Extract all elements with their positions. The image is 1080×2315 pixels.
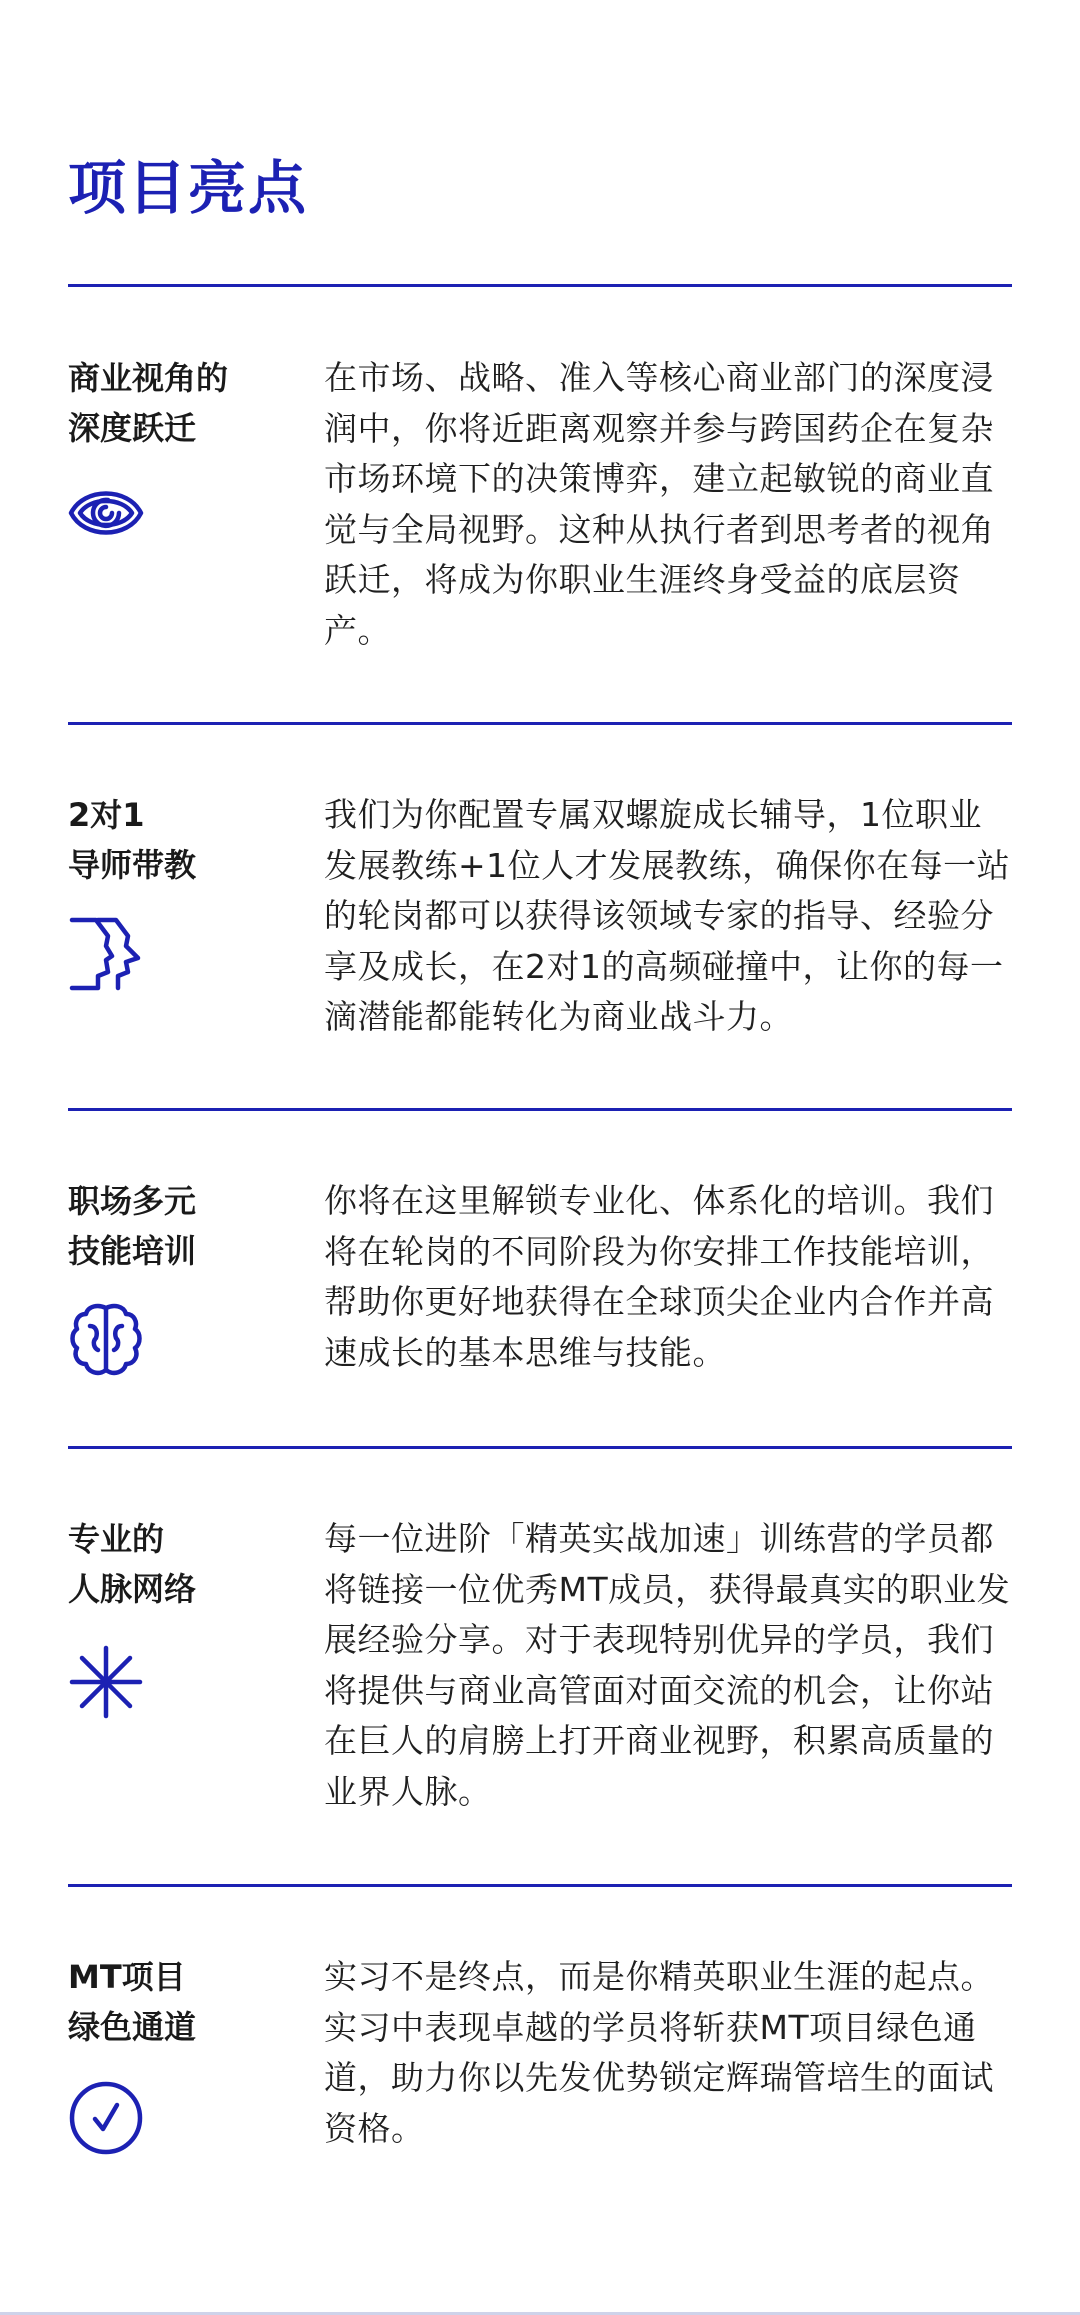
network-burst-icon (68, 1644, 144, 1720)
highlight-description: 每一位进阶「精英实战加速」训练营的学员都将链接一位优秀MT成员，获得最真实的职业发展经验分享。对于表现特别优异的学员，我们将提供与商业高管面对面交流的机会，让你站在巨人的肩膀上打开商业视野，积累高质量的业界人脉。 (324, 1519, 1011, 1811)
highlight-title: 专业的 人脉网络 (68, 1520, 197, 1608)
divider (68, 1108, 1012, 1111)
check-circle-icon (68, 2080, 144, 2156)
eye-icon (68, 475, 144, 551)
highlight-description: 实习不是终点，而是你精英职业生涯的起点。实习中表现卓越的学员将斩获MT项目绿色通道，助力你以先发优势锁定辉瑞管培生的面试资格。 (324, 1957, 994, 2148)
highlight-title: 商业视角的 深度跃迁 (68, 359, 229, 447)
page-title: 项目亮点 (68, 154, 309, 222)
divider (68, 1884, 1012, 1887)
highlight-title: 职场多元 技能培训 (68, 1182, 197, 1270)
highlight-title: 2对1 导师带教 (68, 796, 197, 884)
highlight-description: 在市场、战略、准入等核心商业部门的深度浸润中，你将近距离观察并参与跨国药企在复杂市场环境下的决策博弈，建立起敏锐的商业直觉与全局视野。这种从执行者到思考者的视角跃迁，将成为你职业生涯终身受益的底层资产。 (324, 358, 994, 650)
highlight-description: 我们为你配置专属双螺旋成长辅导，1位职业发展教练+1位人才发展教练，确保你在每一站的轮岗都可以获得该领域专家的指导、经验分享及成长，在2对1的高频碰撞中，让你的每一滴潜能都能转化为商业战斗力。 (324, 795, 1011, 1036)
divider (68, 1446, 1012, 1449)
highlight-title: MT项目 绿色通道 (68, 1958, 197, 2046)
highlight-description: 你将在这里解锁专业化、体系化的培训。我们将在轮岗的不同阶段为你安排工作技能培训，帮助你更好地获得在全球顶尖企业内合作并高速成长的基本思维与技能。 (324, 1181, 994, 1372)
two-heads-icon (68, 916, 144, 992)
brain-icon (68, 1302, 144, 1378)
divider (68, 284, 1012, 287)
divider (68, 722, 1012, 725)
